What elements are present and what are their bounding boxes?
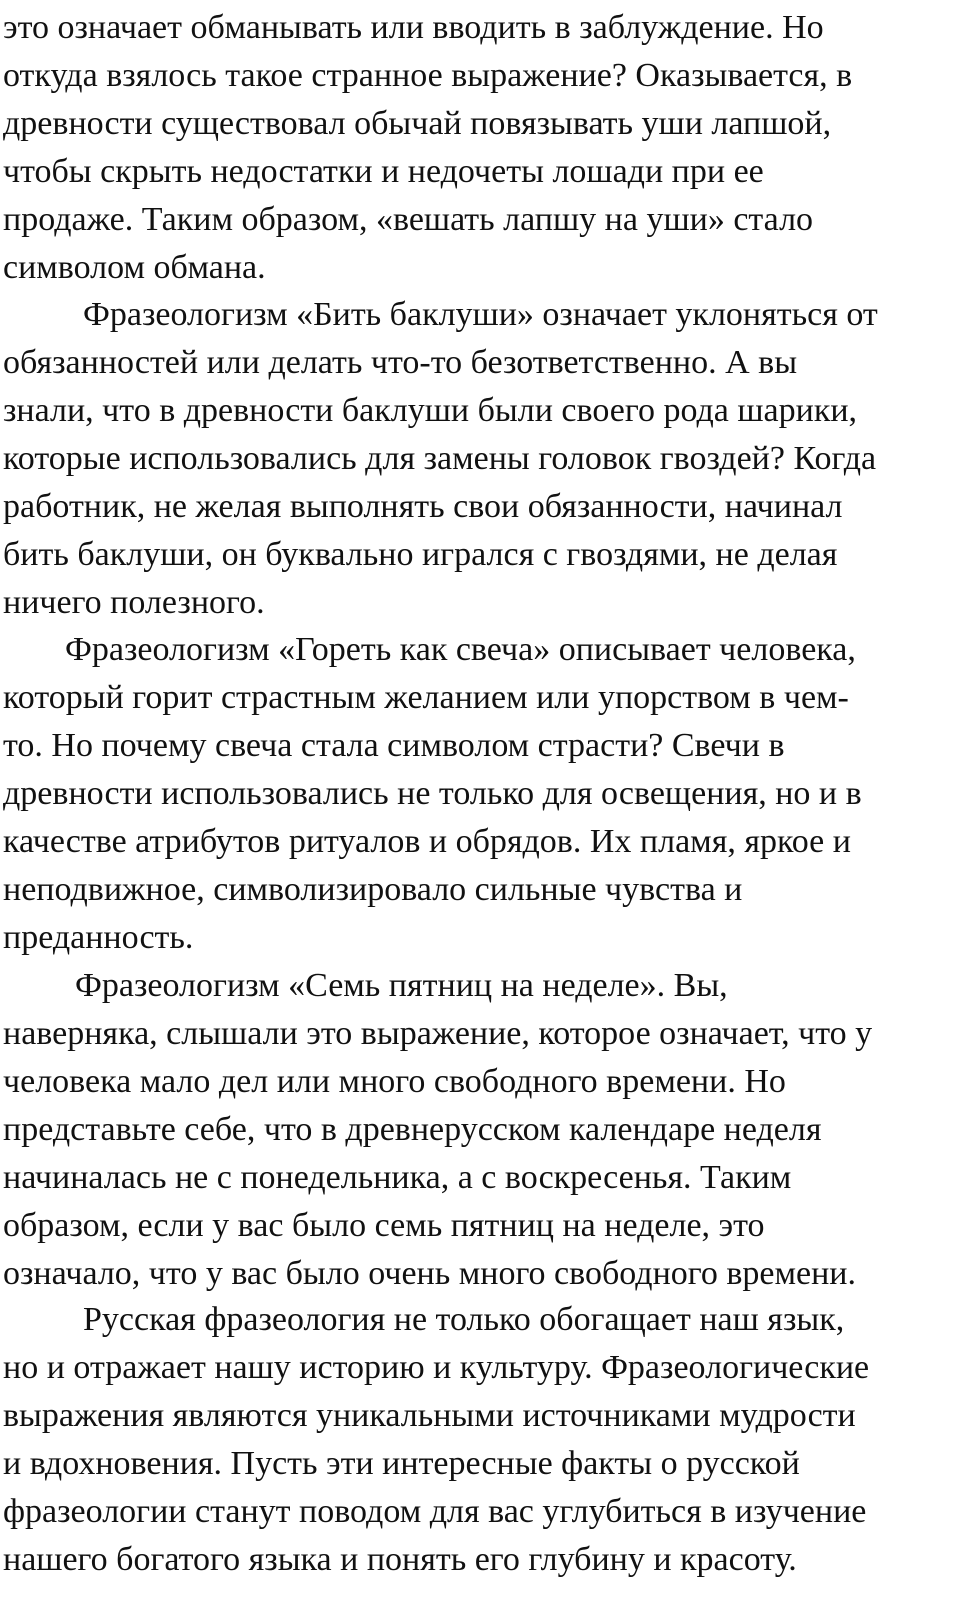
- text-line: качестве атрибутов ритуалов и обрядов. Их пламя, яркое и: [3, 823, 851, 860]
- text-line: знали, что в древности баклуши были своего рода шарики,: [3, 392, 858, 429]
- text-line: символом обмана.: [3, 249, 266, 286]
- text-line: которые использовались для замены головок гвоздей? Когда: [3, 440, 877, 477]
- text-line: и вдохновения. Пусть эти интересные факты о русской: [3, 1445, 800, 1482]
- text-line: откуда взялось такое странное выражение? Оказывается, в: [3, 57, 853, 94]
- text-line: это означает обманывать или вводить в заблуждение. Но: [3, 9, 824, 46]
- paragraph-first-line: Русская фразеология не только обогащает наш язык,: [83, 1301, 845, 1338]
- text-line: неподвижное, символизировало сильные чувства и: [3, 871, 743, 908]
- text-line: нашего богатого языка и понять его глубину и красоту.: [3, 1541, 797, 1578]
- text-line: человека мало дел или много свободного времени. Но: [3, 1063, 786, 1100]
- text-line: начиналась не с понедельника, а с воскресенья. Таким: [3, 1159, 792, 1196]
- text-line: наверняка, слышали это выражение, которое означает, что у: [3, 1015, 873, 1052]
- text-line: чтобы скрыть недостатки и недочеты лошади при ее: [3, 153, 764, 190]
- text-line: преданность.: [3, 919, 194, 956]
- paragraph-first-line: Фразеологизм «Семь пятниц на неделе». Вы,: [75, 967, 728, 1004]
- text-line: представьте себе, что в древнерусском календаре неделя: [3, 1111, 822, 1148]
- text-line: древности существовал обычай повязывать уши лапшой,: [3, 105, 832, 142]
- text-line: ничего полезного.: [3, 584, 265, 621]
- text-line: то. Но почему свеча стала символом страсти? Свечи в: [3, 727, 785, 764]
- text-line: бить баклуши, он буквально игрался с гвоздями, не делая: [3, 536, 838, 573]
- text-line: который горит страстным желанием или упорством в чем-: [3, 679, 849, 716]
- paragraph-first-line: Фразеологизм «Бить баклуши» означает уклоняться от: [83, 296, 878, 333]
- text-line: обязанностей или делать что-то безответственно. А вы: [3, 344, 798, 381]
- text-line: фразеологии станут поводом для вас углубиться в изучение: [3, 1493, 867, 1530]
- text-line: продаже. Таким образом, «вешать лапшу на уши» стало: [3, 201, 814, 238]
- text-line: образом, если у вас было семь пятниц на неделе, это: [3, 1207, 765, 1244]
- text-line: но и отражает нашу историю и культуру. Фразеологические: [3, 1349, 870, 1386]
- paragraph-first-line: Фразеологизм «Гореть как свеча» описывает человека,: [65, 631, 856, 668]
- text-line: работник, не желая выполнять свои обязанности, начинал: [3, 488, 843, 525]
- text-line: древности использовались не только для освещения, но и в: [3, 775, 862, 812]
- text-line: означало, что у вас было очень много свободного времени.: [3, 1255, 857, 1292]
- text-line: выражения являются уникальными источниками мудрости: [3, 1397, 856, 1434]
